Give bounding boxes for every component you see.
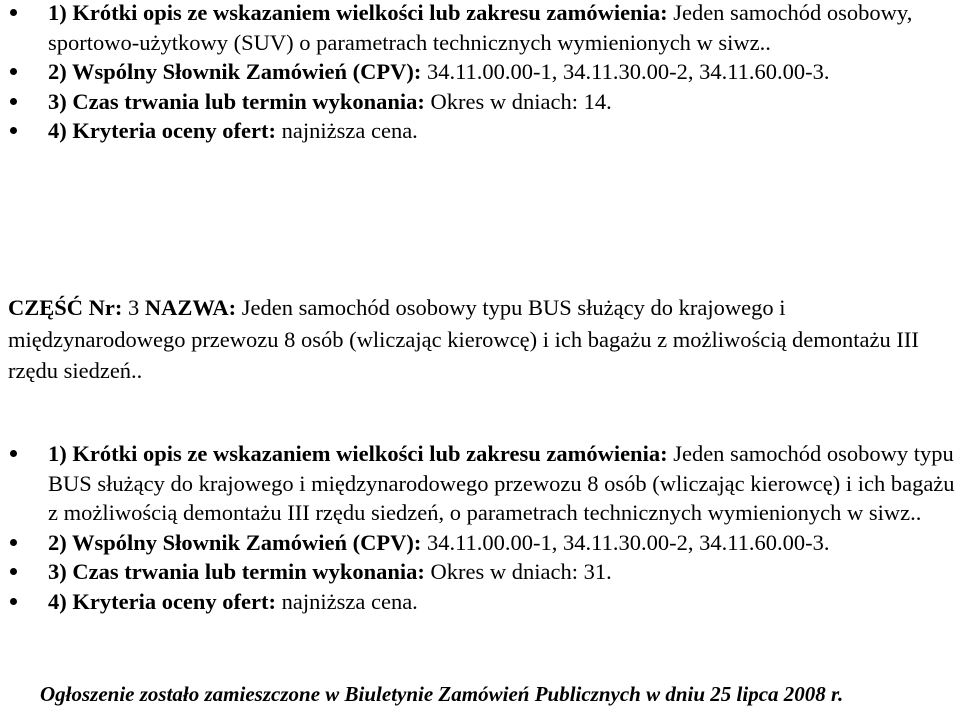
name-value: Jeden samochód osobowy typu BUS służący do krajowego i międzynarodowego przewozu 8 osób (wliczając kierowcę) i ich bagażu z możliwością demontażu III rzędu siedzeń.. [8, 295, 919, 383]
item-label: 1) Krótki opis ze wskazaniem wielkości lub zakresu zamówienia: [48, 0, 668, 25]
item-label: 4) Kryteria oceny ofert: [48, 118, 277, 143]
bullet-icon [10, 98, 17, 105]
bullet-icon [10, 9, 17, 16]
item-value: Jeden samochód osobowy typu BUS służący do krajowego i międzynarodowego przewozu 8 osób (wliczając kierowcę) i ich bagażu z możliwością demontażu III rzędu siedzeń, o parametrach technicznych wymienionych w siwz.. [48, 441, 955, 525]
item-label: 2) Wspólny Słownik Zamówień (CPV): [48, 529, 422, 555]
item-value: najniższa cena. [281, 118, 418, 143]
item-label: 4) Kryteria oceny ofert: [48, 588, 277, 614]
item-label: 3) Czas trwania lub termin wykonania: [48, 559, 425, 584]
bullet-icon [10, 539, 17, 546]
item-value: 34.11.00.00-1, 34.11.30.00-2, 34.11.60.00-3. [427, 529, 830, 555]
list-item [0, 116, 960, 146]
part-header [8, 292, 953, 387]
part-number: 3 [128, 295, 140, 320]
name-label: NAZWA: [144, 295, 237, 320]
bullet-icon [10, 127, 17, 134]
list-item [0, 0, 960, 57]
list-item [0, 587, 960, 617]
bullet-icon [10, 598, 17, 605]
item-value: 34.11.00.00-1, 34.11.30.00-2, 34.11.60.00-3. [427, 59, 830, 84]
bullet-icon [10, 450, 17, 457]
bullet-icon [10, 68, 17, 75]
list-item [0, 439, 960, 528]
part-label: CZĘŚĆ Nr: [8, 295, 123, 320]
list-item [0, 557, 960, 587]
item-value: Okres w dniach: 31. [430, 559, 612, 584]
item-label: 1) Krótki opis ze wskazaniem wielkości lub zakresu zamówienia: [48, 441, 668, 466]
list-item [0, 528, 960, 558]
item-value: Okres w dniach: 14. [430, 88, 612, 114]
list-item [0, 57, 960, 87]
item-value: najniższa cena. [281, 588, 418, 614]
part3-details-list [0, 439, 960, 616]
publication-note: Ogłoszenie zostało zamieszczone w Biuletynie Zamówień Publicznych w dniu 25 lipca 2008 r. [40, 682, 844, 706]
item-label: 3) Czas trwania lub termin wykonania: [48, 88, 425, 114]
item-label: 2) Wspólny Słownik Zamówień (CPV): [48, 59, 422, 84]
bullet-icon [10, 568, 17, 575]
item-value: Jeden samochód osobowy, sportowo-użytkowy (SUV) o parametrach technicznych wymienionych w siwz.. [48, 0, 913, 55]
list-item [0, 87, 960, 117]
part2-details-list [0, 0, 960, 146]
